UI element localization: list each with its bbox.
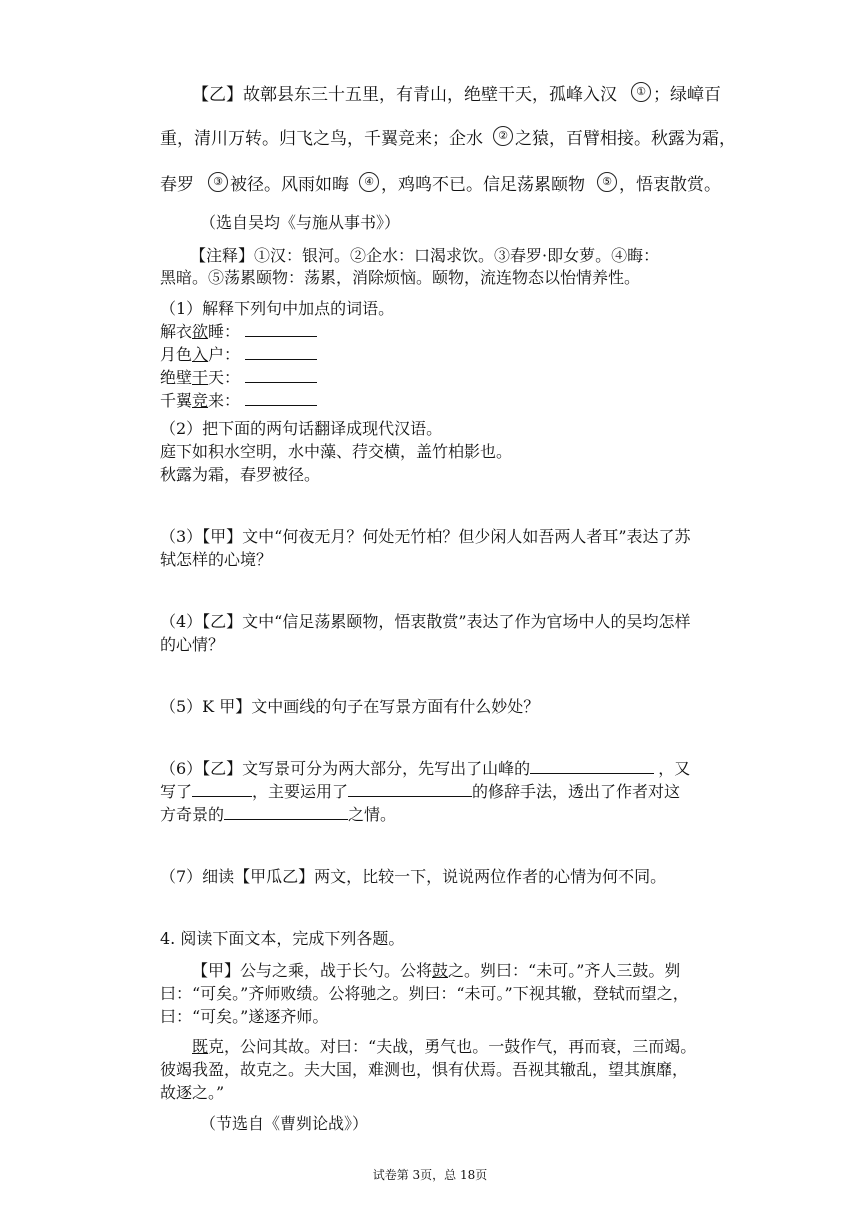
notes-line-2: 黑暗。⑤荡累颐物：荡累，消除烦恼。颐物，流连物态以怡情养性。 xyxy=(160,268,641,287)
q1-answer-blank-2[interactable] xyxy=(245,345,317,360)
q6-line-3: 方奇景的 之情。 xyxy=(160,805,397,824)
question-4-stem: 4. 阅读下面文本，完成下列各题。 xyxy=(160,929,405,948)
q1-item-4: 千翼竞来： xyxy=(160,388,317,411)
q2-sentence-2: 秋露为霜，春罗被径。 xyxy=(160,465,321,484)
q6-answer-blank-3[interactable] xyxy=(348,782,472,797)
q2-sentence-1: 庭下如积水空明，水中藻、荇交横，盖竹柏影也。 xyxy=(160,442,513,461)
q4-line-1: （4）【乙】文中“信足荡累颐物，悟衷散赏”表达了作为官场中人的吴均怎样 xyxy=(160,612,691,631)
q2-stem: （2）把下面的两句话翻译成现代汉语。 xyxy=(160,419,443,438)
q7-line-1: （7）细读【甲瓜乙】两文，比较一下，说说两位作者的心情为何不同。 xyxy=(160,867,667,886)
q1-answer-blank-3[interactable] xyxy=(245,368,317,383)
jia-passage-line-4: 既克，公问其故。对曰：“夫战，勇气也。一鼓作气，再而衰，三而竭。 xyxy=(192,1037,697,1056)
q1-answer-blank-1[interactable] xyxy=(245,322,317,337)
notes-line-1: 【注释】①汉：银河。②企水：口渴求饮。③春罗·即女萝。④晦： xyxy=(190,246,660,265)
q3-line-1: （3）【甲】文中“何夜无月？何处无竹柏？但少闲人如吾两人者耳”表达了苏 xyxy=(160,527,691,546)
footnote-marker-5: ⑤ xyxy=(597,172,617,192)
footnote-marker-3: ③ xyxy=(208,172,228,192)
q6-answer-blank-4[interactable] xyxy=(224,805,348,820)
q6-line-2: 写了 ，主要运用了 的修辞手法，透出了作者对这 xyxy=(160,782,681,801)
footnote-marker-4: ④ xyxy=(359,172,379,192)
footnote-marker-2: ② xyxy=(493,126,513,146)
jia-passage-line-1: 【甲】公与之乘，战于长勺。公将鼓之。刿曰：“未可。”齐人三鼓。刿 xyxy=(192,961,681,980)
yi-passage-line-2: 重，清川万转。归飞之鸟，千翼竞来；企水 ② 之猿，百臂相接。秋露为霜， xyxy=(160,124,736,149)
yi-source: （选自吴均《与施从事书》） xyxy=(200,213,401,232)
jia-passage-line-6: 故逐之。” xyxy=(160,1083,225,1102)
jia-passage-line-3: 曰：“可矣。”遂逐齐师。 xyxy=(160,1007,329,1026)
q6-answer-blank-1[interactable] xyxy=(530,759,654,774)
q1-answer-blank-4[interactable] xyxy=(245,391,317,406)
q6-line-1: （6）【乙】文写景可分为两大部分，先写出了山峰的 ，又 xyxy=(160,759,691,778)
jia-source: （节选自《曹刿论战》） xyxy=(200,1114,369,1133)
q4-line-2: 的心情？ xyxy=(160,635,225,654)
q1-item-3: 绝壁干天： xyxy=(160,365,317,388)
q1-item-1: 解衣欲睡： xyxy=(160,319,317,342)
footnote-marker-1: ① xyxy=(631,82,651,102)
q1-item-2: 月色入户： xyxy=(160,342,317,365)
yi-passage-line-3: 春罗 ③ 被径。风雨如晦 ④ ，鸡鸣不已。信足荡累颐物 ⑤ ，悟衷散赏。 xyxy=(160,170,721,195)
yi-passage-line-1: 【乙】故鄣县东三十五里，有青山，绝壁干天，孤峰入汉 ① ；绿嶂百 xyxy=(192,80,721,105)
q1-stem: （1）解释下列句中加点的词语。 xyxy=(160,299,395,318)
jia-passage-line-2: 曰：“可矣。”齐师败绩。公将驰之。刿曰：“未可。”下视其辙，登轼而望之， xyxy=(160,984,689,1003)
q3-line-2: 轼怎样的心境？ xyxy=(160,550,273,569)
page-footer: 试卷第 3页，总 18页 xyxy=(372,1168,488,1182)
q6-answer-blank-2[interactable] xyxy=(192,782,252,797)
q5-line-1: （5）K 甲】文中画线的句子在写景方面有什么妙处？ xyxy=(160,697,540,716)
jia-passage-line-5: 彼竭我盈，故克之。夫大国，难测也，惧有伏焉。吾视其辙乱，望其旗靡， xyxy=(160,1060,689,1079)
